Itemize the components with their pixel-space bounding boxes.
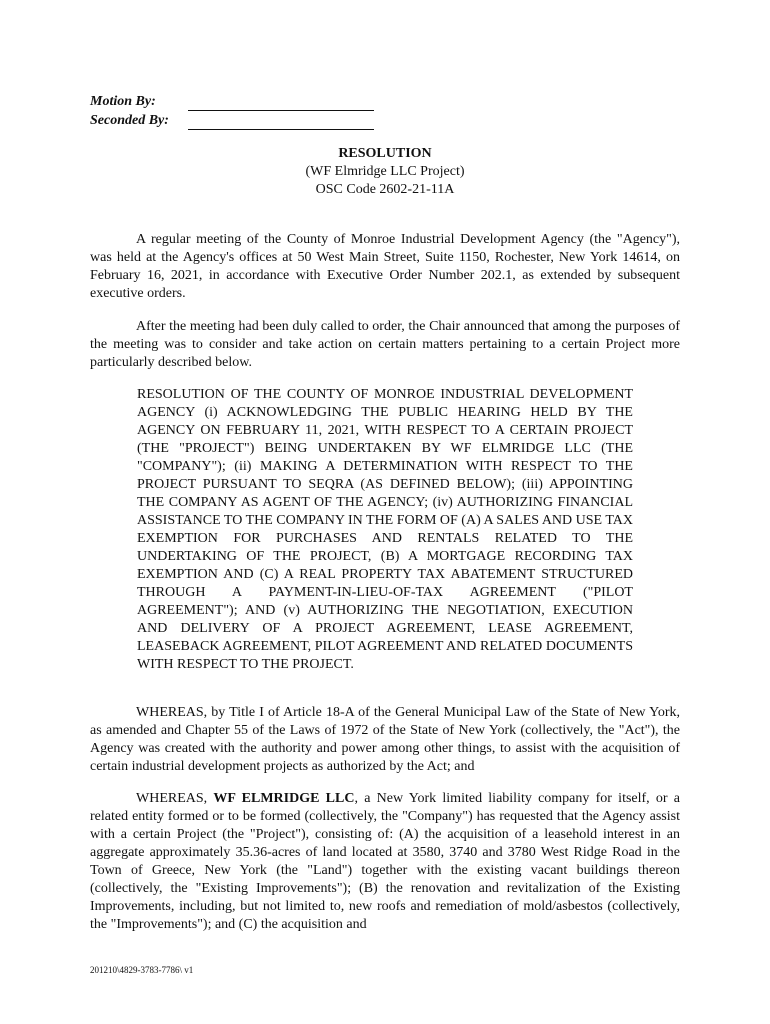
document-id-footer: 201210\4829-3783-7786\ v1 — [90, 965, 194, 975]
whereas-company-text: , a New York limited liability company for itself, or a related entity formed or to be formed (collectively, the "Company") has requested that the Agency assist with a certain Project (the "Project"), consisting of: (A) the acquisition of a leasehold interest in an aggregate approximately 35.36-acres of land located at 3580, 3740 and 3780 West Ridge Road in the Town of Greece, New York (the "Land") together with the existing vacant buildings thereon (collectively, the "Existing Improvements"); (B) the renovation and revitalization of the Existing Improvements, including, but not limited to, new roofs and remediation of mold/asbestos (collectively, the "Improvements"); and (C) the acquisition and — [90, 791, 681, 932]
paragraph-purpose: After the meeting had been duly called to order, the Chair announced that among the purposes of the meeting was to consider and take action on certain matters pertaining to a certain Project more particularly described below. — [90, 319, 680, 370]
seconded-by-signature-line — [188, 115, 374, 130]
resolution-caption: RESOLUTION OF THE COUNTY OF MONROE INDUSTRIAL DEVELOPMENT AGENCY (i) ACKNOWLEDGING THE PUBLIC HEARING HELD BY THE AGENCY ON FEBRUARY 11, 2021, WITH RESPECT TO A CERTAIN PROJECT (THE "PROJECT") BEING UNDERTAKEN BY WF ELMRIDGE LLC (THE "COMPANY"); (ii) MAKING A DETERMINATION WITH RESPECT TO THE PROJECT PURSUANT TO SEQRA (AS DEFINED BELOW); (iii) APPOINTING THE COMPANY AS AGENT OF THE AGENCY; (iv) AUTHORIZING FINANCIAL ASSISTANCE TO THE COMPANY IN THE FORM OF (A) A SALES AND USE TAX EXEMPTION FOR PURCHASES AND RENTALS RELATED TO THE UNDERTAKING OF THE PROJECT, (B) A MORTGAGE RECORDING TAX EXEMPTION AND (C) A REAL PROPERTY TAX ABATEMENT STRUCTURED THROUGH A PAYMENT-IN-LIEU-OF-TAX AGREEMENT ("PILOT AGREEMENT"); AND (v) AUTHORIZING THE NEGOTIATION, EXECUTION AND DELIVERY OF A PROJECT AGREEMENT, LEASE AGREEMENT, LEASEBACK AGREEMENT, PILOT AGREEMENT AND RELATED DOCUMENTS WITH RESPECT TO THE PROJECT. — [137, 387, 634, 672]
paragraph-whereas-company — [90, 790, 680, 934]
motion-block — [90, 92, 374, 130]
osc-code: OSC Code 2602-21-11A — [315, 182, 455, 197]
whereas-prefix: WHEREAS, — [136, 791, 214, 806]
motion-by-label: Motion By: — [90, 94, 156, 109]
project-name: (WF Elmridge LLC Project) — [305, 164, 465, 179]
seconded-by-label: Seconded By: — [90, 113, 169, 128]
company-name: WF ELMRIDGE LLC — [213, 791, 355, 806]
motion-by-signature-line — [188, 96, 374, 111]
paragraph-meeting: A regular meeting of the County of Monroe Industrial Development Agency (the "Agency"), was held at the Agency's offices at 50 West Main Street, Suite 1150, Rochester, New York 14614, on February 16, 2021, in accordance with Executive Order Number 202.1, as extended by subsequent executive orders. — [90, 232, 680, 301]
resolution-title: RESOLUTION — [338, 146, 432, 161]
seconded-by-row — [90, 111, 374, 130]
resolution-heading — [0, 145, 770, 199]
paragraph-whereas-act: WHEREAS, by Title I of Article 18-A of the General Municipal Law of the State of New York, as amended and Chapter 55 of the Laws of 1972 of the State of New York (collectively, the "Act"), the Agency was created with the authority and power among other things, to assist with the acquisition of certain industrial development projects as authorized by the Act; and — [90, 705, 680, 774]
motion-by-row — [90, 92, 374, 111]
